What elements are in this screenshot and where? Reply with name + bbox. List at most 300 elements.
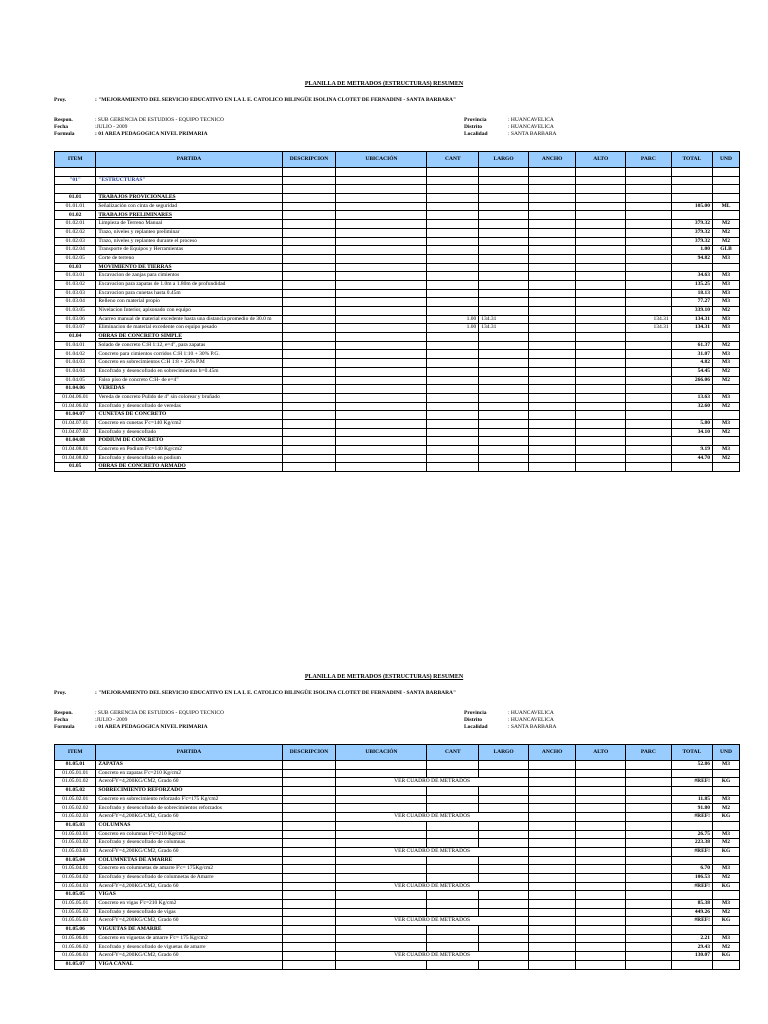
ubicacion-cell <box>336 341 427 350</box>
partida-cell: AceroFY=4,200KG/CM2, Grado 60 <box>96 813 282 822</box>
und-cell: M3 <box>713 350 740 359</box>
total-cell: 134.31 <box>671 315 712 324</box>
partida-cell: Excavacion para cunetas hasta 0.45m <box>96 289 282 298</box>
ancho-cell <box>528 839 576 848</box>
und-cell <box>713 821 740 830</box>
und-cell: KG <box>713 847 740 856</box>
total-cell: 379.32 <box>671 237 712 246</box>
largo-cell <box>479 761 529 770</box>
ubicacion-cell <box>336 437 427 446</box>
item-code: 01.04.07.01 <box>55 419 96 428</box>
largo-cell <box>479 428 529 437</box>
descripcion-cell <box>282 289 336 298</box>
partida-cell: Encofrado y desencofrado de vigas <box>96 908 282 917</box>
ubicacion-cell <box>336 393 427 402</box>
partida-cell: AceroFY=4,200KG/CM2, Grado 60 <box>96 917 282 926</box>
descripcion-cell <box>282 891 336 900</box>
ubicacion-cell <box>336 228 427 237</box>
parc-cell <box>626 463 672 472</box>
und-cell: KG <box>713 778 740 787</box>
descripcion-cell <box>282 176 336 185</box>
parc-cell <box>626 350 672 359</box>
largo-cell <box>479 873 529 882</box>
table-row <box>55 228 740 237</box>
descripcion-cell <box>282 934 336 943</box>
table-row <box>55 428 740 437</box>
total-cell: 26.75 <box>671 830 712 839</box>
descripcion-cell <box>282 830 336 839</box>
item-code: 01.05.03 <box>55 821 96 830</box>
alto-cell <box>576 428 626 437</box>
item-code: 01.05.05.02 <box>55 908 96 917</box>
cant-cell <box>427 839 479 848</box>
descripcion-cell <box>282 298 336 307</box>
parc-cell <box>626 882 672 891</box>
cant-cell <box>427 454 479 463</box>
alto-cell <box>576 769 626 778</box>
total-cell: 29.43 <box>671 943 712 952</box>
largo-cell <box>479 194 529 203</box>
ancho-cell <box>528 185 576 194</box>
alto-cell <box>576 194 626 203</box>
header-labels-right: Provincia Distrito Localidad <box>464 117 488 137</box>
descripcion-cell <box>282 333 336 342</box>
column-header-largo: LARGO <box>479 745 529 761</box>
ubicacion-cell <box>336 761 427 770</box>
partida-cell: Eliminacion de material excedente con equipo pesado <box>96 324 282 333</box>
parc-cell <box>626 393 672 402</box>
alto-cell <box>576 847 626 856</box>
header-values-left-2: : SUB GERENCIA DE ESTUDIOS - EQUIPO TECNICO :JULIO - 2009 : 01 AREA PEDAGOGICA NIVEL PRIMARIA <box>95 710 224 730</box>
largo-cell <box>479 272 529 281</box>
item-code: 01.02.03 <box>55 237 96 246</box>
largo-cell <box>479 446 529 455</box>
largo-cell <box>479 350 529 359</box>
item-code: 01.05.03.03 <box>55 847 96 856</box>
ancho-cell <box>528 350 576 359</box>
ancho-cell <box>528 246 576 255</box>
descripcion-cell <box>282 454 336 463</box>
partida-cell: AceroFY=4,200KG/CM2, Grado 60 <box>96 952 282 961</box>
table-row <box>55 891 740 900</box>
ubicacion-cell <box>336 289 427 298</box>
largo-cell <box>479 891 529 900</box>
total-cell: 11.85 <box>671 795 712 804</box>
descripcion-cell <box>282 168 336 177</box>
cant-cell <box>427 830 479 839</box>
item-code: 01.03.01 <box>55 272 96 281</box>
ancho-cell <box>528 437 576 446</box>
cant-cell <box>427 960 479 969</box>
descripcion-cell <box>282 315 336 324</box>
parc-cell <box>626 943 672 952</box>
alto-cell <box>576 830 626 839</box>
item-code: 01.04.02 <box>55 350 96 359</box>
largo-cell <box>479 402 529 411</box>
partida-cell: COLUMNAS <box>96 821 282 830</box>
table-row <box>55 882 740 891</box>
page2-title: PLANILLA DE METRADOS (ESTRUCTURAS) RESUMEN <box>304 674 464 680</box>
metrados-table-2 <box>54 744 740 970</box>
cant-cell <box>427 804 479 813</box>
header-values-right: : HUANCAVELICA : HUANCAVELICA : SANTA BARBARA <box>508 117 557 137</box>
ubicacion-cell <box>336 402 427 411</box>
und-cell: M3 <box>713 324 740 333</box>
total-cell <box>671 787 712 796</box>
parc-cell <box>626 298 672 307</box>
table-row <box>55 202 740 211</box>
alto-cell <box>576 246 626 255</box>
partida-cell: Concreto en zapatas F'c=210 Kg/cm2 <box>96 769 282 778</box>
ubicacion-cell <box>336 908 427 917</box>
cant-cell <box>427 900 479 909</box>
largo-cell <box>479 185 529 194</box>
total-cell <box>671 926 712 935</box>
partida-cell <box>96 168 282 177</box>
parc-cell <box>626 211 672 220</box>
alto-cell <box>576 926 626 935</box>
und-cell <box>713 891 740 900</box>
descripcion-cell <box>282 367 336 376</box>
parc-cell <box>626 830 672 839</box>
largo-cell <box>479 289 529 298</box>
item-code <box>55 168 96 177</box>
column-header-alto: ALTO <box>576 152 626 168</box>
partida-cell: AceroFY=4,200KG/CM2, Grado 60 <box>96 847 282 856</box>
largo-cell <box>479 934 529 943</box>
alto-cell <box>576 176 626 185</box>
total-cell <box>671 385 712 394</box>
total-cell: #REF! <box>671 847 712 856</box>
cant-cell <box>427 934 479 943</box>
partida-cell: Encofrado y desencofrado de viguetas de amarre <box>96 943 282 952</box>
und-cell <box>713 787 740 796</box>
item-code <box>55 185 96 194</box>
ubicacion-cell <box>336 873 427 882</box>
ancho-cell <box>528 463 576 472</box>
partida-cell: Concreto en viguetas de amarre F'c= 175 Kg/cm2 <box>96 934 282 943</box>
parc-cell <box>626 272 672 281</box>
ancho-cell <box>528 402 576 411</box>
item-code: 01.05.06.01 <box>55 934 96 943</box>
und-cell: M2 <box>713 873 740 882</box>
alto-cell <box>576 359 626 368</box>
table-row <box>55 917 740 926</box>
ancho-cell <box>528 900 576 909</box>
und-cell: M3 <box>713 280 740 289</box>
table-row <box>55 900 740 909</box>
table-row <box>55 813 740 822</box>
parc-cell <box>626 787 672 796</box>
parc-cell <box>626 367 672 376</box>
cant-cell <box>427 463 479 472</box>
descripcion-cell <box>282 385 336 394</box>
item-code: 01.05.04.01 <box>55 865 96 874</box>
total-cell: 6.70 <box>671 865 712 874</box>
total-cell: 52.86 <box>671 761 712 770</box>
und-cell: M2 <box>713 943 740 952</box>
largo-cell <box>479 298 529 307</box>
alto-cell <box>576 228 626 237</box>
largo-cell <box>479 220 529 229</box>
item-code: 01.05.07 <box>55 960 96 969</box>
total-cell: 379.32 <box>671 228 712 237</box>
descripcion-cell <box>282 246 336 255</box>
ancho-cell <box>528 865 576 874</box>
column-header-largo: LARGO <box>479 152 529 168</box>
header-values-right-2: : HUANCAVELICA : HUANCAVELICA : SANTA BARBARA <box>508 710 557 730</box>
total-cell <box>671 263 712 272</box>
ancho-cell <box>528 359 576 368</box>
total-cell: 13.63 <box>671 393 712 402</box>
table-row <box>55 926 740 935</box>
ancho-cell <box>528 960 576 969</box>
ancho-cell <box>528 367 576 376</box>
ubicacion-cell <box>336 769 427 778</box>
table-row <box>55 289 740 298</box>
ubicacion-cell <box>336 246 427 255</box>
column-header-cant: CANT <box>427 152 479 168</box>
total-cell: 106.53 <box>671 873 712 882</box>
cant-cell <box>427 428 479 437</box>
largo-cell <box>479 176 529 185</box>
table-row <box>55 960 740 969</box>
total-cell: 91.80 <box>671 804 712 813</box>
descripcion-cell <box>282 411 336 420</box>
table-row <box>55 333 740 342</box>
partida-cell: AceroFY=4,200KG/CM2, Grado 60 <box>96 882 282 891</box>
descripcion-cell <box>282 220 336 229</box>
column-header-partida: PARTIDA <box>96 152 282 168</box>
parc-cell <box>626 839 672 848</box>
cant-cell <box>427 367 479 376</box>
cant-cell <box>427 943 479 952</box>
total-cell: 2.21 <box>671 934 712 943</box>
table-row <box>55 341 740 350</box>
parc-cell <box>626 333 672 342</box>
item-code: 01.04.08.01 <box>55 446 96 455</box>
ancho-cell <box>528 813 576 822</box>
descripcion-cell <box>282 813 336 822</box>
table-row <box>55 856 740 865</box>
table-row <box>55 393 740 402</box>
und-cell: M3 <box>713 298 740 307</box>
alto-cell <box>576 865 626 874</box>
ancho-cell <box>528 778 576 787</box>
table-row <box>55 847 740 856</box>
item-code: 01.04.06.02 <box>55 402 96 411</box>
partida-cell: CUNETAS DE CONCRETO <box>96 411 282 420</box>
largo-cell <box>479 943 529 952</box>
total-cell <box>671 333 712 342</box>
alto-cell <box>576 254 626 263</box>
largo-cell <box>479 795 529 804</box>
total-cell <box>671 769 712 778</box>
largo-cell <box>479 856 529 865</box>
alto-cell <box>576 873 626 882</box>
item-code: 01.02.01 <box>55 220 96 229</box>
partida-cell: Trazo, niveles y replanteo preliminar <box>96 228 282 237</box>
table-row <box>55 873 740 882</box>
page1-title: PLANILLA DE METRADOS (ESTRUCTURAS) RESUMEN <box>304 81 464 87</box>
total-cell: 5.80 <box>671 419 712 428</box>
item-code: 01.05.02.02 <box>55 804 96 813</box>
total-cell: 9.19 <box>671 446 712 455</box>
ancho-cell <box>528 795 576 804</box>
und-cell: M2 <box>713 402 740 411</box>
item-code: 01.04.08.02 <box>55 454 96 463</box>
total-cell: 1.00 <box>671 246 712 255</box>
total-cell: 61.37 <box>671 341 712 350</box>
largo-cell <box>479 926 529 935</box>
descripcion-cell <box>282 437 336 446</box>
ubicacion-cell <box>336 211 427 220</box>
parc-cell <box>626 926 672 935</box>
descripcion-cell <box>282 856 336 865</box>
descripcion-cell <box>282 787 336 796</box>
parc-cell <box>626 952 672 961</box>
ubicacion-cell <box>336 454 427 463</box>
ancho-cell <box>528 804 576 813</box>
und-cell: M3 <box>713 419 740 428</box>
column-header-ancho: ANCHO <box>528 745 576 761</box>
ancho-cell <box>528 211 576 220</box>
ubicacion-cell <box>336 194 427 203</box>
cant-cell <box>427 787 479 796</box>
table-row <box>55 454 740 463</box>
table-row <box>55 804 740 813</box>
und-cell: M3 <box>713 359 740 368</box>
descripcion-cell <box>282 847 336 856</box>
ancho-cell <box>528 385 576 394</box>
largo-cell <box>479 393 529 402</box>
und-cell: M3 <box>713 446 740 455</box>
table-row <box>55 402 740 411</box>
und-cell: M3 <box>713 830 740 839</box>
parc-cell <box>626 769 672 778</box>
und-cell: M2 <box>713 908 740 917</box>
alto-cell <box>576 856 626 865</box>
table-row <box>55 769 740 778</box>
largo-cell <box>479 246 529 255</box>
cant-cell <box>427 795 479 804</box>
cant-cell <box>427 176 479 185</box>
alto-cell <box>576 917 626 926</box>
item-code: 01.03.05 <box>55 307 96 316</box>
ancho-cell <box>528 202 576 211</box>
ancho-cell <box>528 891 576 900</box>
item-code: 01.02 <box>55 211 96 220</box>
parc-cell <box>626 428 672 437</box>
cant-cell <box>427 246 479 255</box>
cant-cell <box>427 359 479 368</box>
partida-cell: Concreto en Podium F'c=140 Kg/cm2 <box>96 446 282 455</box>
und-cell: M3 <box>713 393 740 402</box>
ver-cuadro-note: VER CUADRO DE METRADOS <box>336 952 528 961</box>
table-row <box>55 830 740 839</box>
descripcion-cell <box>282 237 336 246</box>
column-header-total: TOTAL <box>671 152 712 168</box>
largo-cell <box>479 804 529 813</box>
parc-cell <box>626 411 672 420</box>
partida-cell: Transporte de Equipos y Herramientas <box>96 246 282 255</box>
ancho-cell <box>528 280 576 289</box>
ubicacion-cell <box>336 367 427 376</box>
cant-cell <box>427 761 479 770</box>
item-code: 01.04.06.01 <box>55 393 96 402</box>
parc-cell: 134.31 <box>626 324 672 333</box>
cant-cell <box>427 194 479 203</box>
table-row <box>55 778 740 787</box>
partida-cell: Concreto en sobrecimientos C:H 1:8 + 25% P.M <box>96 359 282 368</box>
ancho-cell <box>528 298 576 307</box>
descripcion-cell <box>282 917 336 926</box>
table-row <box>55 176 740 185</box>
und-cell: M2 <box>713 341 740 350</box>
alto-cell <box>576 315 626 324</box>
item-code: 01.05.04.02 <box>55 873 96 882</box>
parc-cell <box>626 263 672 272</box>
ver-cuadro-note: VER CUADRO DE METRADOS <box>336 778 528 787</box>
largo-cell <box>479 359 529 368</box>
table-row <box>55 419 740 428</box>
und-cell: M2 <box>713 454 740 463</box>
partida-cell: Falso piso de concreto C:H- de e=4" <box>96 376 282 385</box>
alto-cell <box>576 813 626 822</box>
und-cell: M2 <box>713 376 740 385</box>
und-cell <box>713 211 740 220</box>
ubicacion-cell <box>336 324 427 333</box>
ancho-cell <box>528 917 576 926</box>
und-cell: KG <box>713 882 740 891</box>
descripcion-cell <box>282 324 336 333</box>
alto-cell <box>576 211 626 220</box>
total-cell: 18.13 <box>671 289 712 298</box>
partida-cell: Concreto para cimientos corridos C:H 1:10 + 30% P.G. <box>96 350 282 359</box>
cant-cell <box>427 263 479 272</box>
total-cell: 34.63 <box>671 272 712 281</box>
alto-cell <box>576 761 626 770</box>
column-header-cant: CANT <box>427 745 479 761</box>
ubicacion-cell <box>336 795 427 804</box>
ver-cuadro-note: VER CUADRO DE METRADOS <box>336 917 528 926</box>
table-row <box>55 952 740 961</box>
parc-cell <box>626 934 672 943</box>
table-row <box>55 350 740 359</box>
table-row <box>55 795 740 804</box>
total-cell: #REF! <box>671 917 712 926</box>
table-row <box>55 437 740 446</box>
partida-cell: Acarreo manual de material excedente hasta una distancia promedio de 30.0 m <box>96 315 282 324</box>
descripcion-cell <box>282 926 336 935</box>
ubicacion-cell <box>336 168 427 177</box>
item-code: 01.04.04 <box>55 367 96 376</box>
item-code: 01.05.03.02 <box>55 839 96 848</box>
table-row <box>55 220 740 229</box>
item-code: 01.04.01 <box>55 341 96 350</box>
total-cell <box>671 437 712 446</box>
parc-cell <box>626 254 672 263</box>
cant-cell <box>427 402 479 411</box>
column-header-parc: PARC <box>626 152 672 168</box>
ancho-cell <box>528 419 576 428</box>
cant-cell <box>427 341 479 350</box>
descripcion-cell <box>282 228 336 237</box>
item-code: 01.05.04 <box>55 856 96 865</box>
item-code: 01.03 <box>55 263 96 272</box>
ancho-cell <box>528 168 576 177</box>
und-cell <box>713 176 740 185</box>
